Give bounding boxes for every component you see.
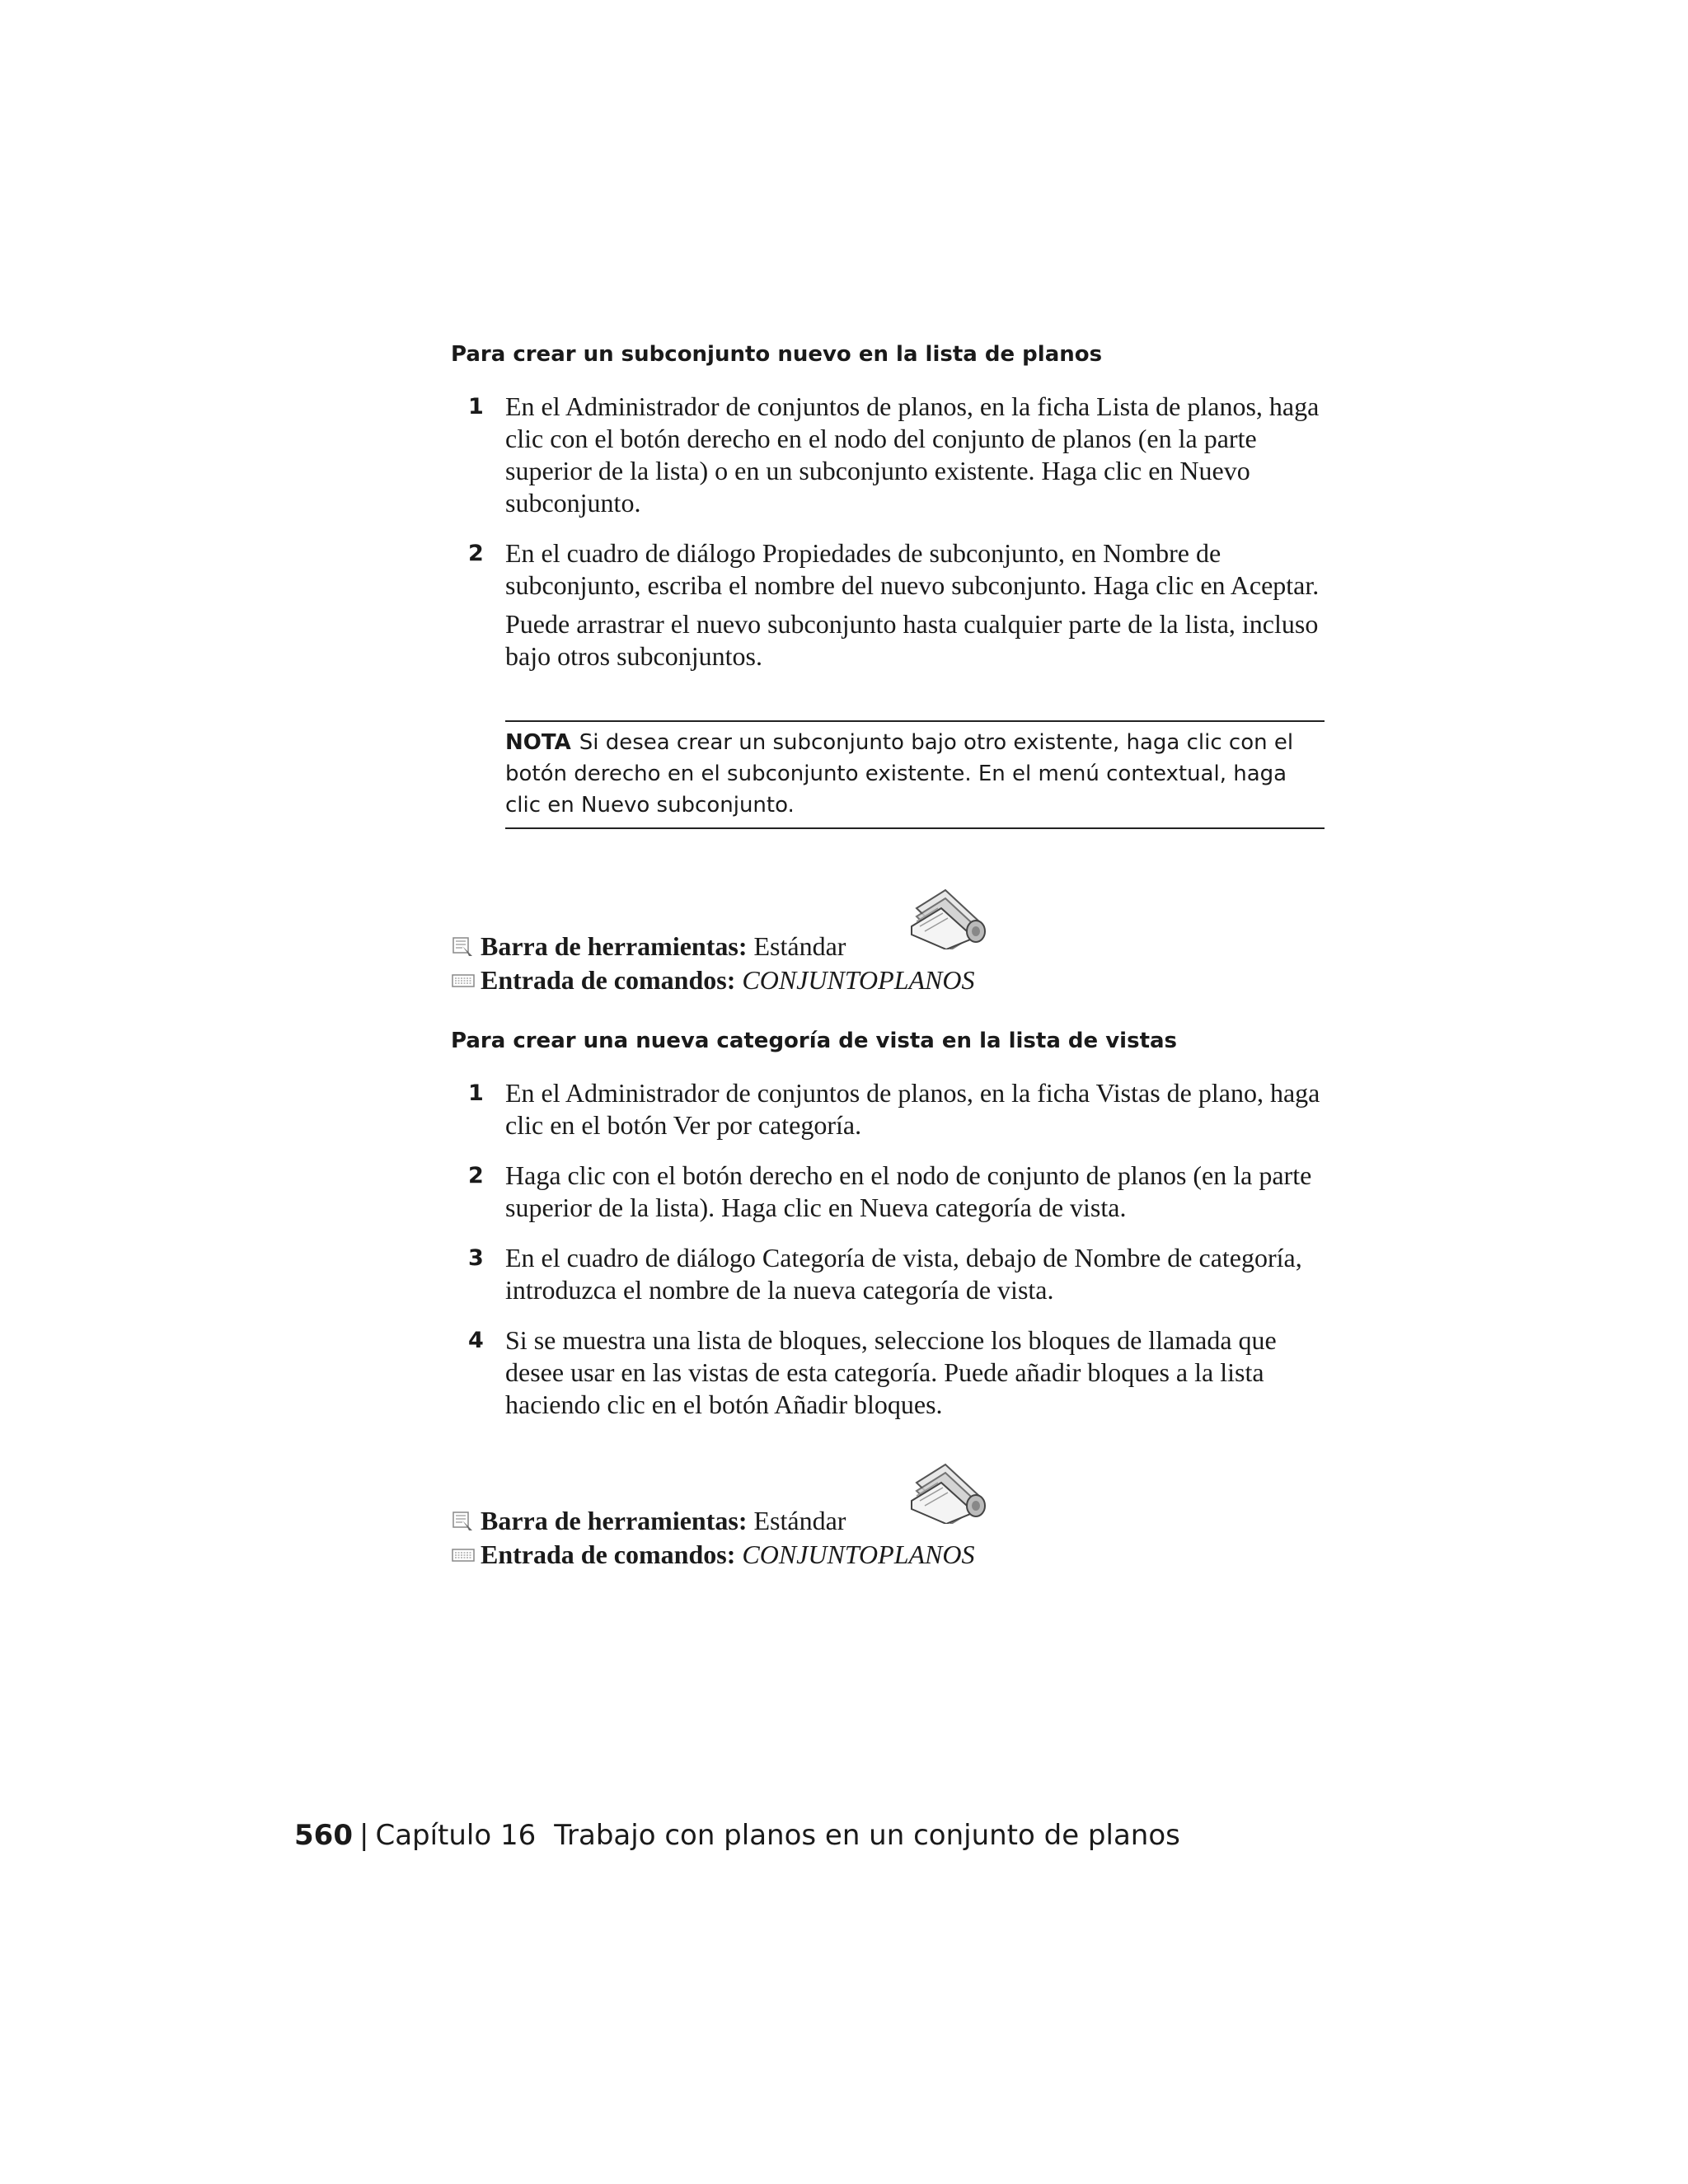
toolbar-label: Barra de herramientas:: [481, 931, 748, 961]
toolbar-icon: [451, 1507, 476, 1528]
sheet-set-icon: [908, 883, 991, 949]
tool-access-block: [451, 883, 1110, 1007]
footer-separator: |: [359, 1819, 369, 1852]
command-label: Entrada de comandos:: [481, 1540, 736, 1569]
page-number: 560: [294, 1819, 353, 1852]
step-number: 4: [468, 1328, 484, 1353]
step-item: [451, 1077, 1325, 1141]
tool-access-block: [451, 1458, 1110, 1582]
keyboard-icon: [451, 1540, 476, 1562]
step-text: En el Administrador de conjuntos de planos, en la ficha Vistas de plano, haga clic en el botón Ver por categoría.: [505, 1078, 1320, 1140]
steps-list: [451, 391, 1325, 691]
toolbar-icon: [451, 932, 476, 954]
note-box: [505, 720, 1325, 829]
command-value: CONJUNTOPLANOS: [742, 965, 975, 995]
keyboard-icon: [451, 966, 476, 987]
step-text: Haga clic con el botón derecho en el nodo de conjunto de planos (en la parte superior de la lista). Haga clic en Nueva categoría de vista.: [505, 1160, 1312, 1222]
step-text: En el cuadro de diálogo Propiedades de subconjunto, en Nombre de subconjunto, escriba el nombre del nuevo subconjunto. Haga clic en Aceptar.: [505, 538, 1320, 600]
step-item: [451, 1160, 1325, 1224]
step-item: [451, 1324, 1325, 1421]
step-item: [451, 391, 1325, 519]
page-footer: [294, 1817, 1180, 1854]
chapter-title: Trabajo con planos en un conjunto de planos: [554, 1819, 1180, 1852]
section-title: Para crear una nueva categoría de vista en la lista de vistas: [451, 1029, 1178, 1053]
step-number: 1: [468, 394, 484, 419]
toolbar-line: [451, 1504, 846, 1537]
toolbar-value: Estándar: [753, 931, 846, 961]
step-number: 3: [468, 1245, 484, 1271]
step-number: 2: [468, 1163, 484, 1188]
step-text: Si se muestra una lista de bloques, seleccione los bloques de llamada que desee usar en las vistas de esta categoría. Puede añadir bloques a la lista haciendo clic en el botón Añadir bloques.: [505, 1325, 1277, 1419]
toolbar-line: [451, 930, 846, 963]
toolbar-value: Estándar: [753, 1506, 846, 1535]
step-text: En el cuadro de diálogo Categoría de vista, debajo de Nombre de categoría, introduzca el nombre de la nueva categoría de vista.: [505, 1243, 1302, 1305]
note-text: Si desea crear un subconjunto bajo otro existente, haga clic con el botón derecho en el subconjunto existente. En el menú contextual, haga clic en Nuevo subconjunto.: [505, 730, 1294, 818]
step-number: 2: [468, 541, 484, 566]
chapter-label: Capítulo 16: [375, 1819, 537, 1852]
step-item: [451, 537, 1325, 673]
step-item: [451, 1242, 1325, 1306]
command-label: Entrada de comandos:: [481, 965, 736, 995]
step-extra-text: Puede arrastrar el nuevo subconjunto hasta cualquier parte de la lista, incluso bajo otros subconjuntos.: [505, 609, 1319, 671]
step-number: 1: [468, 1080, 484, 1106]
toolbar-label: Barra de herramientas:: [481, 1506, 748, 1535]
step-text: En el Administrador de conjuntos de planos, en la ficha Lista de planos, haga clic con el botón derecho en el nodo del conjunto de planos (en la parte superior de la lista) o en un subconjunto existente. Haga clic en Nuevo subconjunto.: [505, 391, 1320, 518]
steps-list: [451, 1077, 1325, 1439]
command-line: [451, 1538, 974, 1571]
section-title: Para crear un subconjunto nuevo en la lista de planos: [451, 342, 1103, 367]
note-label: NOTA: [505, 730, 571, 755]
command-line: [451, 963, 974, 996]
command-value: CONJUNTOPLANOS: [742, 1540, 975, 1569]
sheet-set-icon: [908, 1458, 991, 1524]
